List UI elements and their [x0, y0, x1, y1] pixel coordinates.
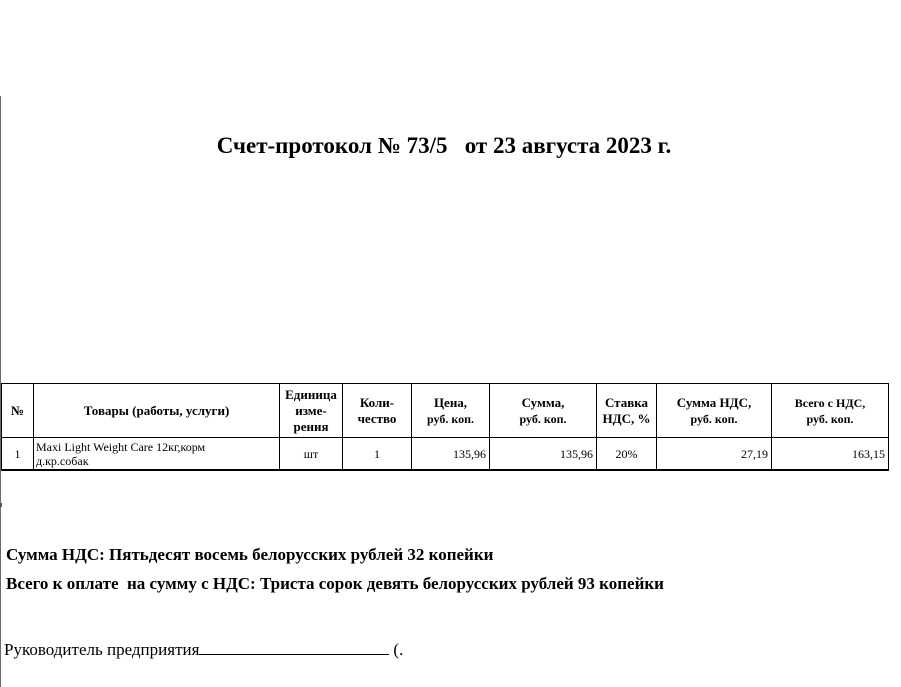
total-sum-text: Всего к оплате на сумму с НДС: Триста сорок девять белорусских рублей 93 копейки — [6, 574, 664, 593]
document-title: Счет-протокол № 73/5 от 23 августа 2023 г. — [216, 133, 672, 158]
header-vat-rate: Ставка НДС, % — [597, 384, 657, 438]
margin-tick — [0, 503, 2, 507]
cell-unit: шт — [280, 438, 343, 471]
cell-vat-rate: 20% — [597, 438, 657, 471]
cell-total: 163,15 — [772, 438, 889, 471]
table-row — [2, 438, 889, 471]
cell-vat-sum: 27,19 — [657, 438, 772, 471]
table-header-row — [2, 384, 889, 438]
header-sum: Сумма, руб. коп. — [490, 384, 597, 438]
signature-label: Руководитель предприятия — [4, 640, 200, 659]
items-table — [1, 383, 889, 471]
header-qty: Коли- чество — [343, 384, 412, 438]
cell-no: 1 — [2, 438, 34, 471]
cell-sum: 135,96 — [490, 438, 597, 471]
cell-qty: 1 — [343, 438, 412, 471]
cell-goods: Maxi Light Weight Care 12кг,корм д.кр.собак — [34, 438, 280, 471]
signature-line — [4, 640, 418, 660]
header-total: Всего с НДС, руб. коп. — [772, 384, 889, 438]
header-unit: Единица изме- рения — [280, 384, 343, 438]
header-vat-sum: Сумма НДС, руб. коп. — [657, 384, 772, 438]
header-price: Цена, руб. коп. — [412, 384, 490, 438]
signature-suffix: (. — [393, 640, 404, 659]
signature-blank — [199, 640, 389, 655]
cell-price: 135,96 — [412, 438, 490, 471]
header-goods: Товары (работы, услуги) — [34, 384, 280, 438]
header-no: № — [2, 384, 34, 438]
vat-sum-text: Сумма НДС: Пятьдесят восемь белорусских рублей 32 копейки — [6, 545, 494, 564]
